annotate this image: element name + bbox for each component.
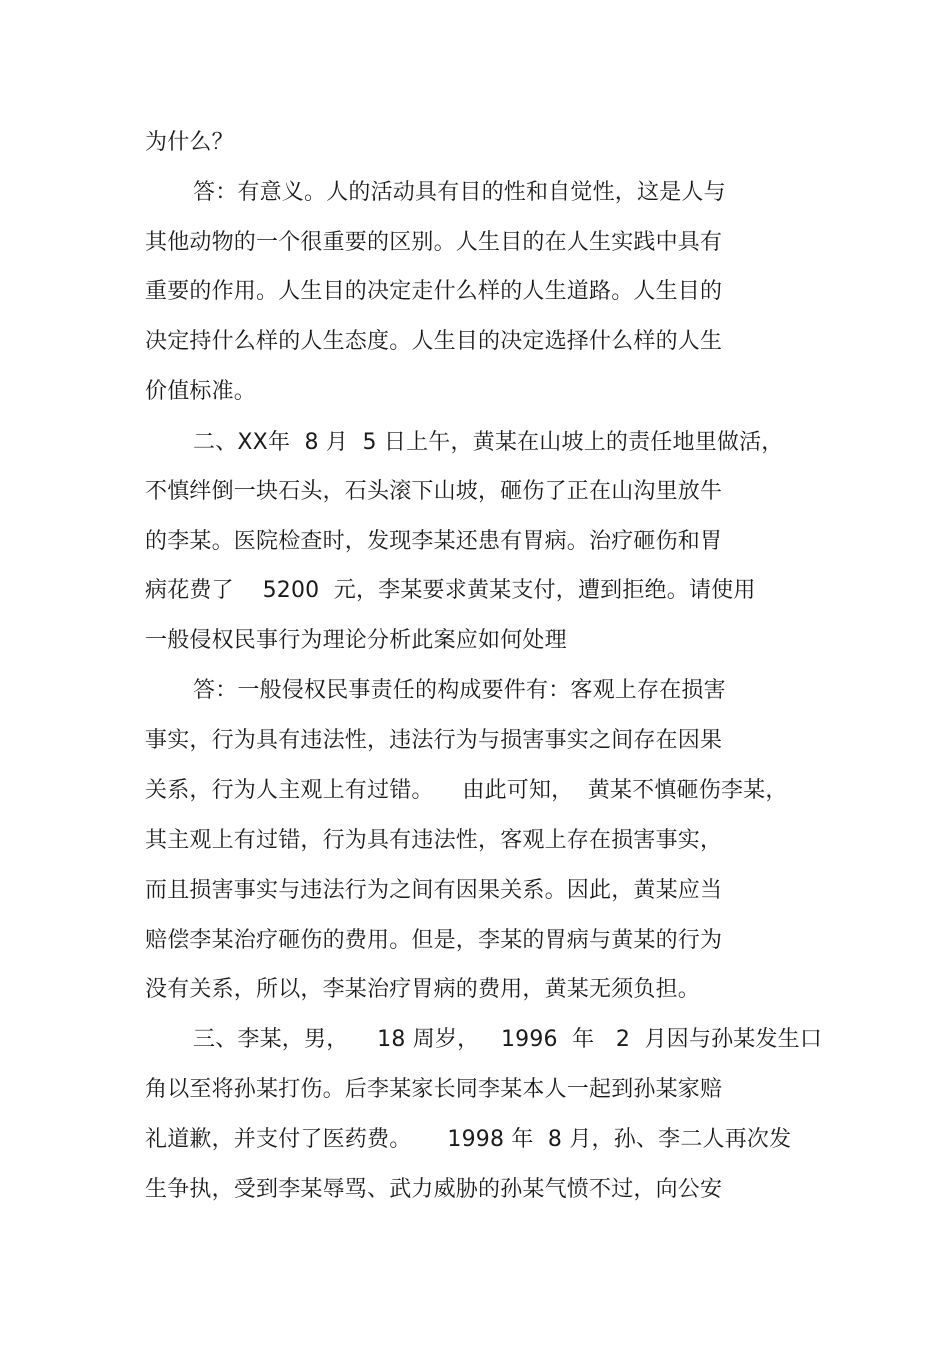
text-line: 一般侵权民事行为理论分析此案应如何处理	[145, 628, 567, 653]
text-line: 没有关系，所以，李某治疗胃病的费用，黄某无须负担。	[145, 977, 701, 1002]
text-line: 的李某。医院检查时，发现李某还患有胃病。治疗砸伤和胃	[145, 529, 723, 554]
text-line: 关系，行为人主观上有过错。 由此可知， 黄某不慎砸伤李某，	[145, 778, 788, 803]
text-line: 二、XX年 8 月 5 日上午，黄某在山坡上的责任地里做活，	[193, 430, 784, 455]
text-line: 为什么？	[145, 130, 234, 155]
text-line: 而且损害事实与违法行为之间有因果关系。因此，黄某应当	[145, 878, 723, 903]
text-line: 赔偿李某治疗砸伤的费用。但是，李某的胃病与黄某的行为	[145, 928, 723, 953]
text-line: 病花费了 5200 元，李某要求黄某支付，遭到拒绝。请使用	[145, 578, 756, 603]
text-line: 礼道歉，并支付了医药费。 1998 年 8 月，孙、李二人再次发	[145, 1127, 792, 1152]
text-line: 答：一般侵权民事责任的构成要件有：客观上存在损害	[193, 678, 726, 703]
text-line: 角以至将孙某打伤。后李某家长同李某本人一起到孙某家赔	[145, 1077, 723, 1102]
text-line: 生争执，受到李某辱骂、武力威胁的孙某气愤不过，向公安	[145, 1177, 723, 1202]
text-line: 其主观上有过错，行为具有违法性，客观上存在损害事实，	[145, 828, 723, 853]
text-line: 重要的作用。人生目的决定走什么样的人生道路。人生目的	[145, 279, 723, 304]
text-line: 决定持什么样的人生态度。人生目的决定选择什么样的人生	[145, 329, 723, 354]
text-line: 价值标准。	[145, 379, 257, 404]
text-line: 不慎绊倒一块石头，石头滚下山坡，砸伤了正在山沟里放牛	[145, 479, 723, 504]
text-line: 事实，行为具有违法性，违法行为与损害事实之间存在因果	[145, 728, 723, 753]
text-line: 三、李某，男， 18 周岁， 1996 年 2 月因与孙某发生口	[193, 1027, 823, 1052]
text-line: 其他动物的一个很重要的区别。人生目的在人生实践中具有	[145, 230, 723, 255]
text-line: 答：有意义。人的活动具有目的性和自觉性，这是人与	[193, 180, 726, 205]
